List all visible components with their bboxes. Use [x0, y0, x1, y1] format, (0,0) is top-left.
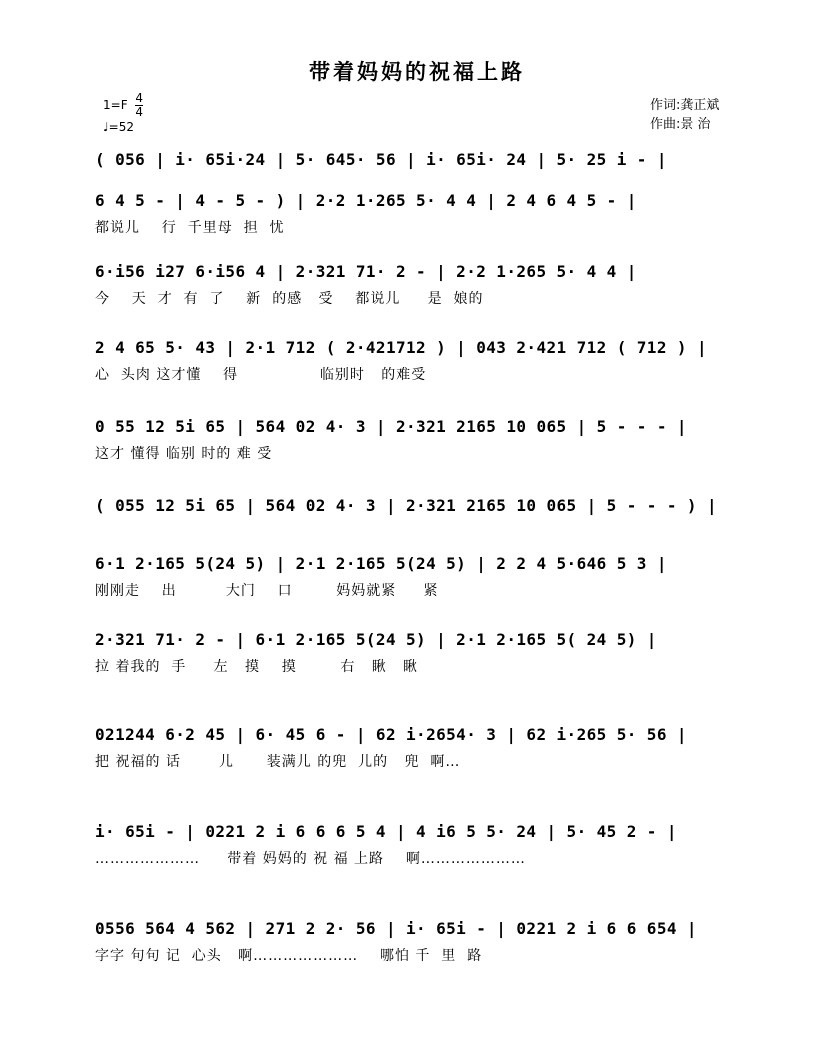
- time-signature-bottom: 4: [135, 105, 144, 119]
- lyricist: 作词:龚正斌: [650, 98, 720, 113]
- song-title: 带着妈妈的祝福上路: [309, 60, 525, 84]
- time-signature-top: 4: [135, 91, 144, 105]
- notation-line: 2 4 65 5· 43 | 2·1 712 ( 2·421712 ) | 043 2·421 712 ( 712 ) |: [95, 338, 708, 357]
- score: [95, 0, 760, 1037]
- notation-line: 6 4 5 - | 4 - 5 - ) | 2·2 1·265 5· 4 4 | 2 4 6 4 5 - |: [95, 191, 637, 210]
- key-signature: 1=F: [103, 98, 128, 112]
- tempo-marking: ♩=52: [103, 120, 134, 134]
- notation-line: ( 055 12 5i 65 | 564 02 4· 3 | 2·321 2165 10 065 | 5 - - - ) |: [95, 496, 718, 515]
- lyric-line: 都说儿 行 千里母 担 忧: [95, 220, 285, 236]
- notation-line: i· 65i - | 0221 2 i 6 6 6 5 4 | 4 i6 5 5· 24 | 5· 45 2 - |: [95, 822, 677, 841]
- notation-line: 6·1 2·165 5(24 5) | 2·1 2·165 5(24 5) | 2 2 4 5·646 5 3 |: [95, 554, 667, 573]
- lyric-line: 拉 着我的 手 左 摸 摸 右 瞅 瞅: [95, 659, 419, 675]
- notation-line: 2·321 71· 2 - | 6·1 2·165 5(24 5) | 2·1 2·165 5( 24 5) |: [95, 630, 657, 649]
- lyric-line: 今 天 才 有 了 新 的感 受 都说儿 是 娘的: [95, 291, 484, 307]
- notation-line: 021244 6·2 45 | 6· 45 6 - | 62 i·2654· 3 | 62 i·265 5· 56 |: [95, 725, 687, 744]
- notation-line: ( 056 | i· 65i·24 | 5· 645· 56 | i· 65i· 24 | 5· 25 i - |: [95, 150, 667, 169]
- lyric-line: 字字 句句 记 心头 啊………………… 哪怕 千 里 路: [95, 948, 483, 964]
- notation-line: 0556 564 4 562 | 271 2 2· 56 | i· 65i - | 0221 2 i 6 6 654 |: [95, 919, 697, 938]
- notation-line: 0 55 12 5i 65 | 564 02 4· 3 | 2·321 2165 10 065 | 5 - - - |: [95, 417, 687, 436]
- lyric-line: 刚刚走 出 大门 口 妈妈就紧 紧: [95, 583, 439, 599]
- lyric-line: 把 祝福的 话 儿 装满儿 的兜 儿的 兜 啊…: [95, 754, 461, 770]
- lyric-line: 心 头肉 这才懂 得 临别时 的难受: [95, 367, 427, 383]
- lyric-line: ………………… 带着 妈妈的 祝 福 上路 啊…………………: [95, 851, 526, 867]
- composer: 作曲:景 治: [650, 117, 711, 132]
- lyric-line: 这才 懂得 临别 时的 难 受: [95, 446, 273, 462]
- notation-line: 6·i56 i27 6·i56 4 | 2·321 71· 2 - | 2·2 1·265 5· 4 4 |: [95, 262, 637, 281]
